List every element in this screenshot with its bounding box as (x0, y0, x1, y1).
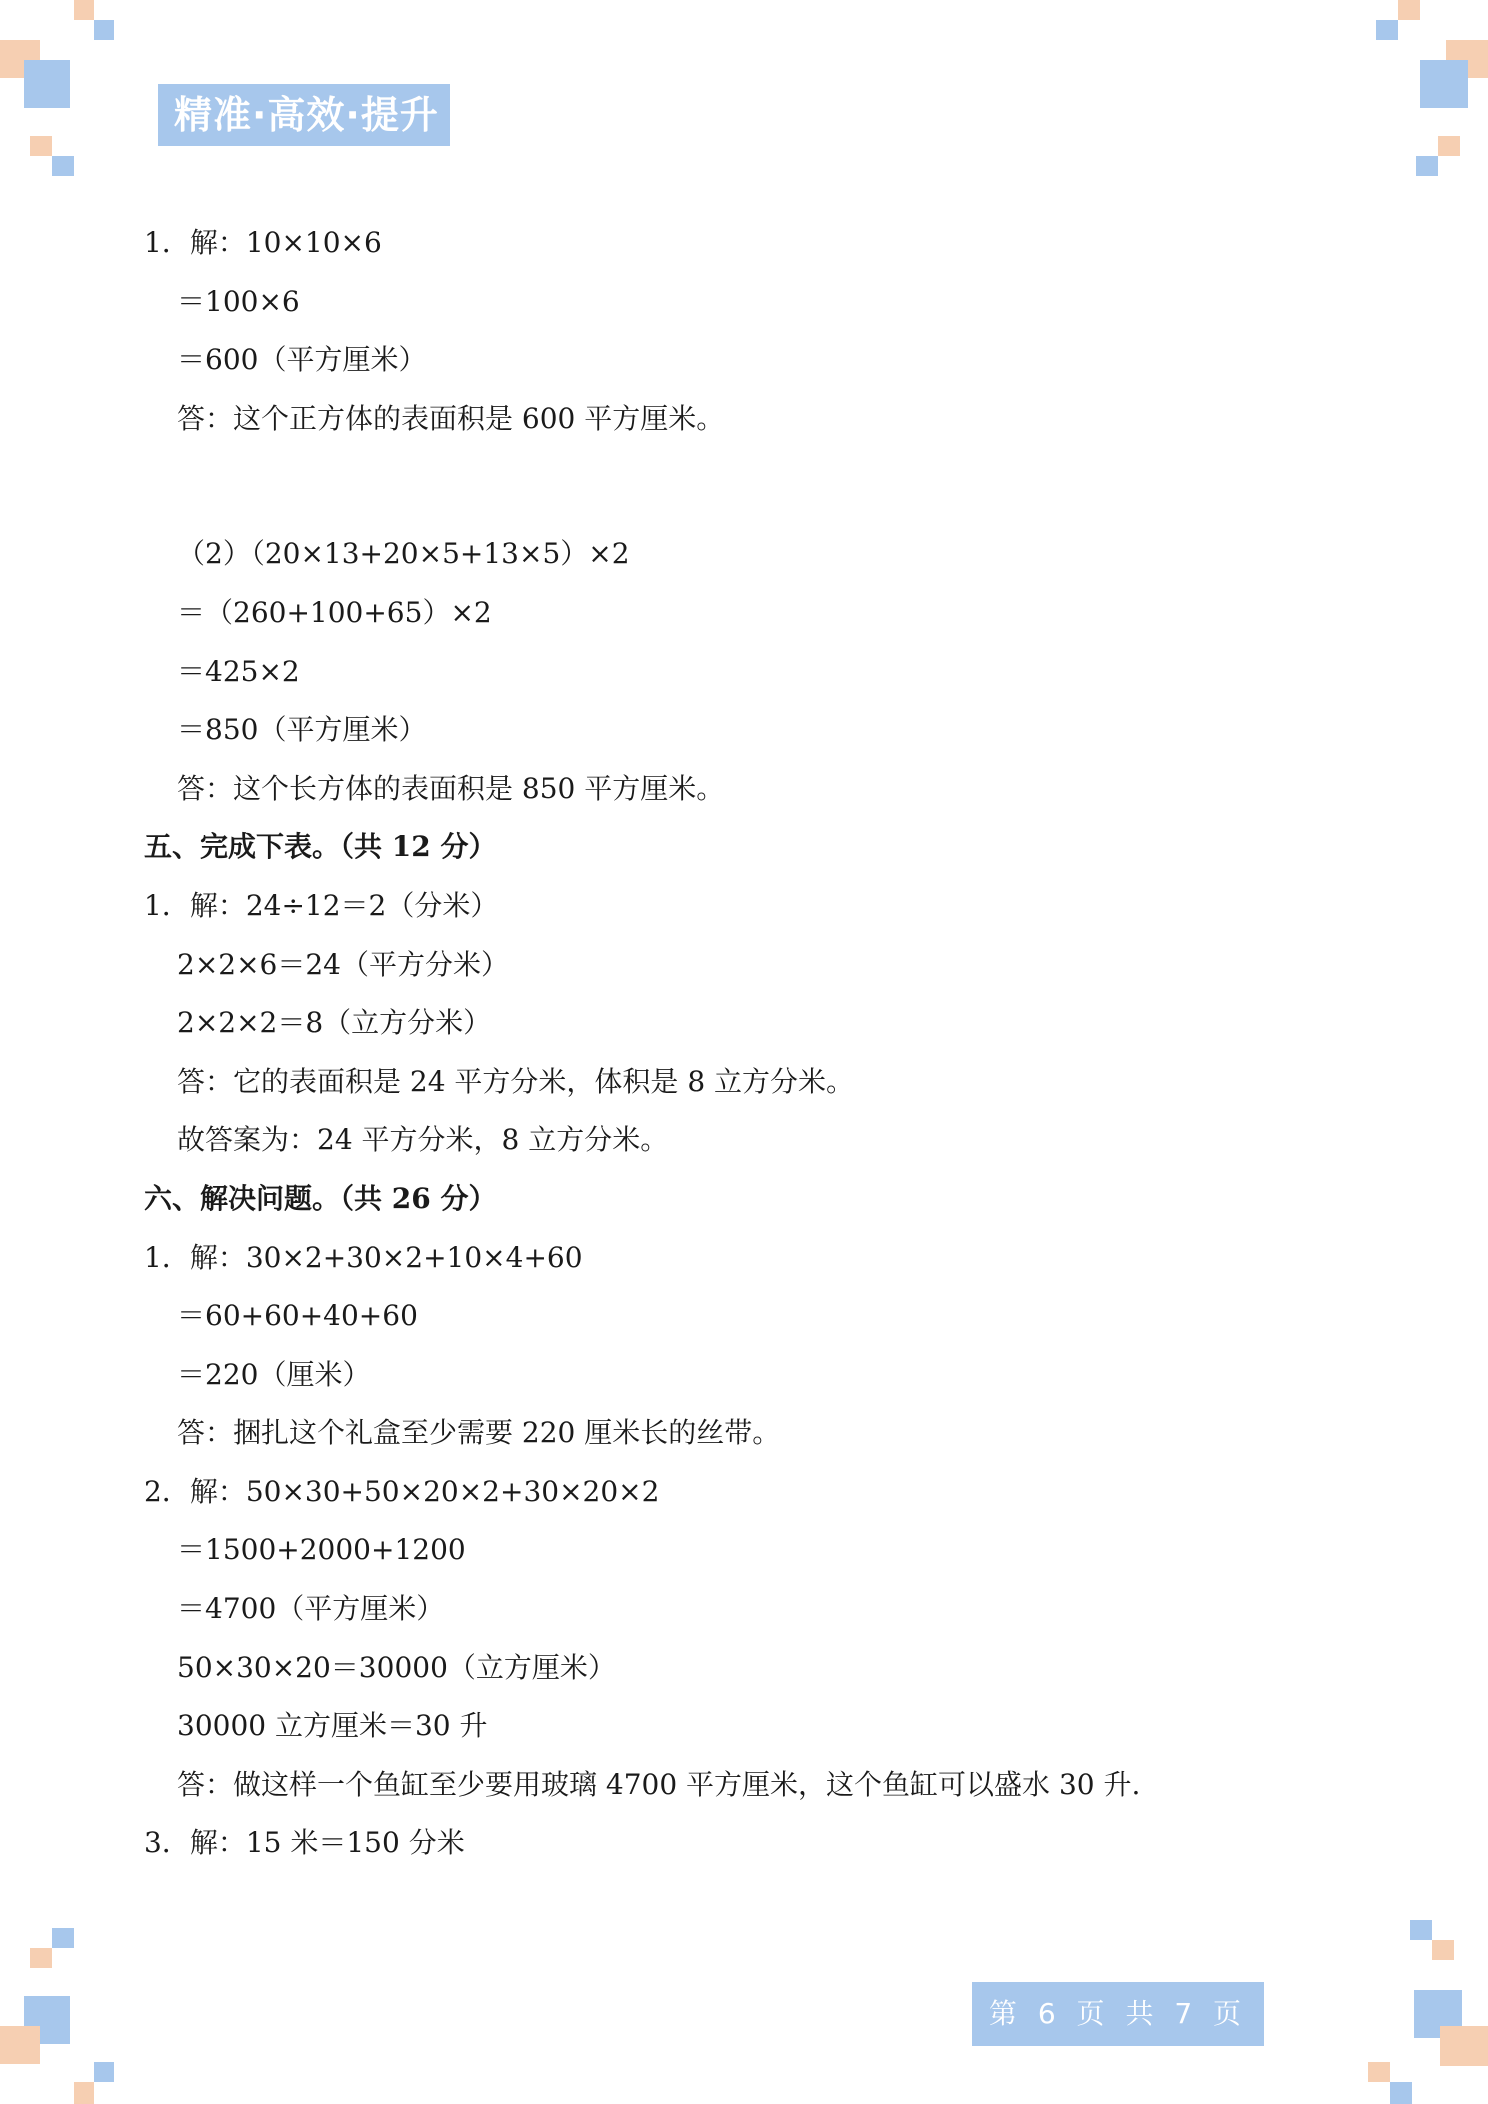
text-line: 答：做这样一个鱼缸至少要用玻璃 4700 平方厘米，这个鱼缸可以盛水 30 升. (177, 1767, 1141, 1801)
text-line: ＝425×2 (177, 654, 300, 688)
text-line: ＝4700（平方厘米） (177, 1592, 445, 1626)
text-line: ＝850（平方厘米） (177, 713, 427, 747)
text-line: 答：它的表面积是 24 平方分米，体积是 8 立方分米。 (177, 1064, 855, 1098)
text-line: 1．解：30×2+30×2+10×4+60 (144, 1240, 583, 1274)
text-line: ＝（260+100+65）×2 (177, 595, 492, 629)
text-line: 2×2×6＝24（平方分米） (177, 947, 509, 981)
section-heading: 五、完成下表。（共 12 分） (144, 830, 497, 864)
text-line: 答：这个长方体的表面积是 850 平方厘米。 (177, 771, 725, 805)
text-line: ＝100×6 (177, 284, 300, 318)
text-line: 1．解：24÷12＝2（分米） (144, 888, 499, 922)
text-line: ＝1500+2000+1200 (177, 1533, 466, 1567)
header-banner: 精准·高效·提升 (158, 84, 450, 146)
text-line: 故答案为：24 平方分米，8 立方分米。 (177, 1123, 669, 1157)
text-line: ＝60+60+40+60 (177, 1299, 418, 1333)
text-line: 2．解：50×30+50×20×2+30×20×2 (144, 1474, 660, 1508)
text-line: 1．解：10×10×6 (144, 226, 382, 259)
section-heading: 六、解决问题。（共 26 分） (144, 1181, 497, 1215)
text-line: 答：捆扎这个礼盒至少需要 220 厘米长的丝带。 (177, 1416, 781, 1450)
text-line: 3．解：15 米＝150 分米 (144, 1826, 465, 1860)
text-line: 2×2×2＝8（立方分米） (177, 1006, 492, 1040)
text-line: ＝600（平方厘米） (177, 343, 427, 377)
text-line: 50×30×20＝30000（立方厘米） (177, 1650, 616, 1684)
text-line: ＝220（厘米） (177, 1357, 371, 1391)
answer-content (144, 214, 1364, 1873)
spacer (144, 448, 1364, 525)
text-line: 30000 立方厘米＝30 升 (177, 1709, 488, 1743)
text-line: （2）（20×13+20×5+13×5）×2 (177, 537, 630, 571)
text-line: 答：这个正方体的表面积是 600 平方厘米。 (177, 401, 725, 435)
page-indicator: 第 6 页 共 7 页 (972, 1982, 1264, 2046)
